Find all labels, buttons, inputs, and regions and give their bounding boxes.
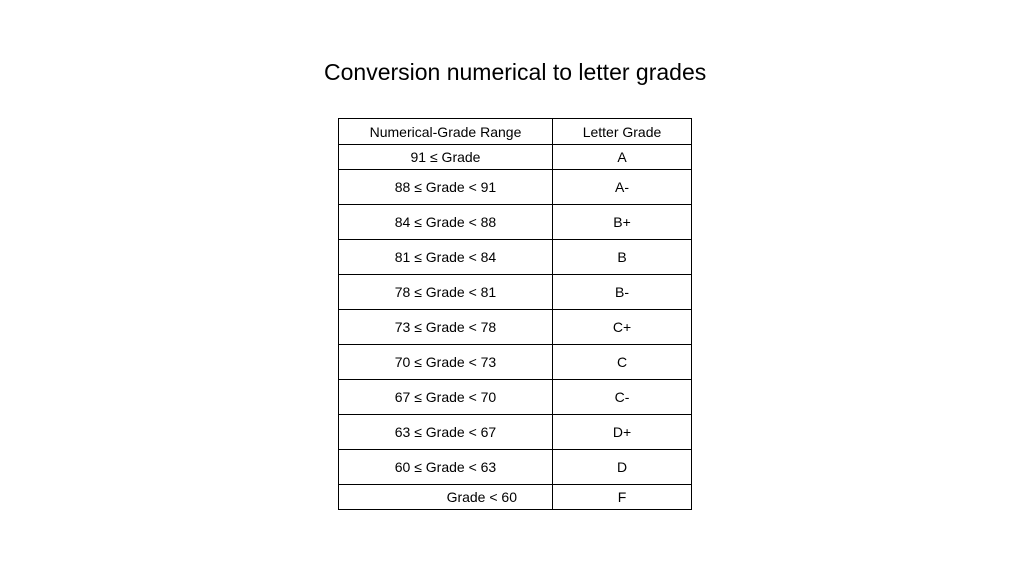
- table-row: [339, 240, 692, 275]
- table-header-row: [339, 119, 692, 145]
- table-row: [339, 205, 692, 240]
- letter-cell: B-: [553, 275, 692, 310]
- table-row: [339, 345, 692, 380]
- range-cell: 88 ≤ Grade < 91: [339, 170, 553, 205]
- table-row: [339, 485, 692, 510]
- range-cell: 81 ≤ Grade < 84: [339, 240, 553, 275]
- header-numerical-grade-range: Numerical-Grade Range: [339, 119, 553, 145]
- letter-cell: C+: [553, 310, 692, 345]
- table-row: [339, 380, 692, 415]
- table-row: [339, 310, 692, 345]
- range-cell: 78 ≤ Grade < 81: [339, 275, 553, 310]
- letter-cell: D+: [553, 415, 692, 450]
- table-row: [339, 275, 692, 310]
- letter-cell: B+: [553, 205, 692, 240]
- range-cell: 63 ≤ Grade < 67: [339, 415, 553, 450]
- page-title: Conversion numerical to letter grades: [324, 59, 707, 85]
- range-cell: 73 ≤ Grade < 78: [339, 310, 553, 345]
- header-letter-grade: Letter Grade: [553, 119, 692, 145]
- table-row: [339, 450, 692, 485]
- range-cell: 60 ≤ Grade < 63: [339, 450, 553, 485]
- range-cell: 84 ≤ Grade < 88: [339, 205, 553, 240]
- table-row: [339, 170, 692, 205]
- range-cell: 67 ≤ Grade < 70: [339, 380, 553, 415]
- letter-cell: C-: [553, 380, 692, 415]
- table-row: [339, 145, 692, 170]
- range-cell: Grade < 60: [339, 485, 553, 510]
- letter-cell: A: [553, 145, 692, 170]
- range-cell: 70 ≤ Grade < 73: [339, 345, 553, 380]
- letter-cell: B: [553, 240, 692, 275]
- letter-cell: F: [553, 485, 692, 510]
- letter-cell: C: [553, 345, 692, 380]
- letter-cell: D: [553, 450, 692, 485]
- letter-cell: A-: [553, 170, 692, 205]
- table-row: [339, 415, 692, 450]
- range-cell: 91 ≤ Grade: [339, 145, 553, 170]
- grade-conversion-table: [338, 118, 692, 510]
